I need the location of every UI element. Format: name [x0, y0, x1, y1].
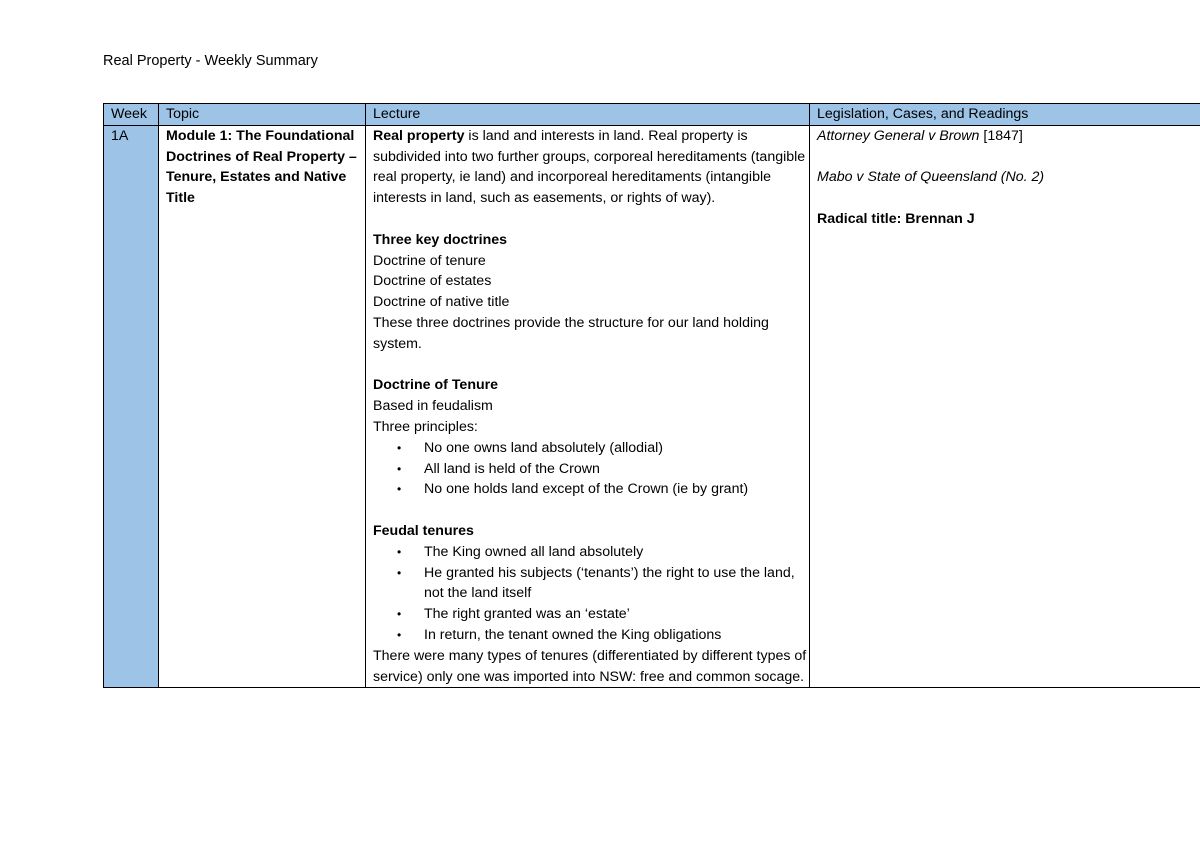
intro-term: Real property — [373, 127, 465, 144]
week-cell — [104, 125, 159, 688]
header-topic: Topic — [159, 104, 366, 126]
principle-item: • All land is held of the Crown — [373, 459, 809, 480]
doctrines-heading: Three key doctrines — [373, 231, 508, 248]
feudal-list — [373, 542, 809, 646]
weekly-summary-table — [103, 103, 1200, 688]
feudal-item: • The right granted was an ‘estate’ — [373, 604, 809, 625]
feudal-item: • The King owned all land absolutely — [373, 542, 809, 563]
intro-definition: is land and interests in land. Real property is subdivided into two further groups, corporeal hereditaments (tangible real property, ie land) and incorporeal hereditaments (intangible interests in land, such as easements, or rights of way). — [373, 127, 806, 207]
readings-cell — [810, 125, 1200, 688]
case-mabo: Mabo v State of Queensland (No. 2) — [817, 169, 1045, 186]
principle-item: • No one holds land except of the Crown (ie by grant) — [373, 479, 809, 500]
table-header-row — [104, 104, 1200, 126]
doctrine-item: Doctrine of estates — [373, 273, 492, 290]
lecture-intro — [373, 126, 809, 209]
case-year: [1847] — [979, 127, 1023, 144]
header-readings: Legislation, Cases, and Readings — [810, 104, 1200, 126]
doctrine-item: Doctrine of tenure — [373, 252, 486, 269]
header-week: Week — [104, 104, 159, 126]
tenure-basis: Based in feudalism — [373, 398, 493, 415]
header-lecture: Lecture — [366, 104, 810, 126]
case-name: Attorney General v Brown — [817, 127, 980, 144]
feudal-item: • In return, the tenant owned the King obligations — [373, 625, 809, 646]
table-row — [104, 125, 1200, 688]
doctrines-summary: These three doctrines provide the structure for our land holding system. — [373, 314, 769, 352]
feudal-heading: Feudal tenures — [373, 522, 474, 539]
week-value: 1A — [111, 127, 129, 144]
case-attorney-general — [817, 126, 1200, 147]
principles-label: Three principles: — [373, 418, 478, 435]
doctrine-item: Doctrine of native title — [373, 294, 510, 311]
feudal-summary: There were many types of tenures (differentiated by different types of service) only one was imported into NSW: free and common socage. — [373, 647, 807, 685]
lecture-cell — [366, 125, 810, 688]
feudal-item: • He granted his subjects (‘tenants’) the right to use the land, not the land itself — [373, 563, 809, 605]
radical-title-note: Radical title: Brennan J — [817, 210, 975, 227]
topic-cell — [159, 125, 366, 688]
principle-item: • No one owns land absolutely (allodial) — [373, 438, 809, 459]
tenure-heading: Doctrine of Tenure — [373, 377, 499, 394]
document-title: Real Property - Weekly Summary — [103, 53, 318, 69]
principles-list — [373, 438, 809, 500]
topic-text: Module 1: The Foundational Doctrines of Real Property – Tenure, Estates and Native Title — [166, 127, 357, 207]
